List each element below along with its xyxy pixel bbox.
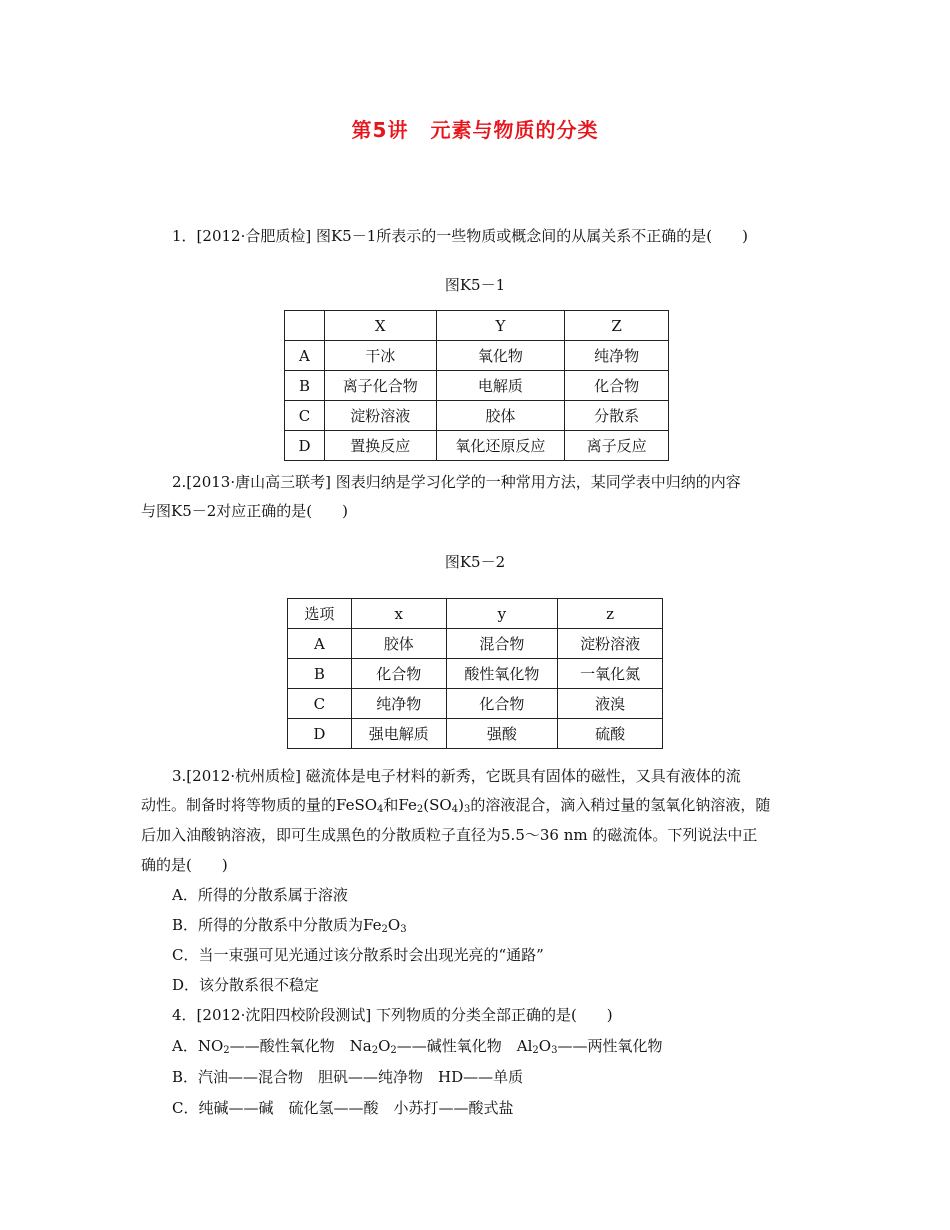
table-cell: A [285,341,325,371]
table-header-cell: 选项 [288,599,352,629]
text-span: O [538,1037,552,1055]
table-cell: 置换反应 [324,431,436,461]
table-cell: 混合物 [446,629,558,659]
table-cell: 离子化合物 [324,371,436,401]
table-cell: D [288,719,352,749]
question-3-stem-line-2 [141,794,821,816]
table-cell: B [285,371,325,401]
table-cell: 离子反应 [565,431,669,461]
table-cell: 胶体 [436,401,565,431]
subscript: 2 [416,804,424,815]
subscript: 2 [371,1045,379,1056]
table-k5-1 [284,310,669,461]
lecture-number: 第5讲 [351,118,409,142]
table-cell: 纯净物 [351,689,446,719]
table-cell: 液溴 [558,689,663,719]
question-2-stem-line-2: 与图K5－2对应正确的是( ) [141,502,348,520]
lecture-topic: 元素与物质的分类 [430,118,599,142]
table-header-row [285,311,669,341]
text-span: A．NO [172,1037,224,1055]
table-cell: 化合物 [446,689,558,719]
table-row [285,401,669,431]
table-cell: B [288,659,352,689]
table-row [288,719,663,749]
figure-caption-k5-1: 图K5－1 [444,276,506,294]
table-header-cell [285,311,325,341]
question-3-option-a: A．所得的分散系属于溶液 [172,886,348,904]
table-cell: A [288,629,352,659]
subscript: 2 [390,1045,397,1056]
text-span: ) [458,796,464,814]
table-header-cell: z [558,599,663,629]
question-1-stem: 1．[2012·合肥质检] 图K5－1所表示的一些物质或概念间的从属关系不正确的是( ) [172,227,748,245]
text-span: (SO [423,796,452,814]
table-row [288,689,663,719]
subscript: 2 [223,1045,230,1056]
subscript: 4 [377,804,384,815]
table-header-cell: x [351,599,446,629]
question-3-option-b [172,914,852,936]
subscript: 2 [381,924,388,935]
table-cell: 一氧化氮 [558,659,663,689]
text-span: O [378,1037,391,1055]
subscript: 2 [532,1045,539,1056]
table-row [285,341,669,371]
text-span: ——碱性氧化物 Al [396,1037,533,1055]
table-cell: D [285,431,325,461]
page-title [0,114,950,143]
table-row [288,629,663,659]
text-span: B．所得的分散系中分散质为Fe [172,916,382,934]
table-cell: C [288,689,352,719]
question-3-stem-line-4: 确的是( ) [141,856,228,874]
question-2-stem-line-1: 2.[2013·唐山高三联考] 图表归纳是学习化学的一种常用方法，某同学表中归纳的内容 [172,473,741,491]
table-cell: 酸性氧化物 [446,659,558,689]
text-span: 的溶液混合，滴入稍过量的氢氧化钠溶液，随 [470,796,771,814]
table-cell: 电解质 [436,371,565,401]
table-cell: 干冰 [324,341,436,371]
table-row [285,371,669,401]
table-cell: 化合物 [565,371,669,401]
question-3-stem-line-3: 后加入油酸钠溶液，即可生成黑色的分散质粒子直径为5.5～36 nm 的磁流体。下列说法中正 [141,826,758,844]
table-cell: 淀粉溶液 [324,401,436,431]
table-header-row [288,599,663,629]
text-span: ——两性氧化物 [557,1037,663,1055]
question-3-option-c: C．当一束强可见光通过该分散系时会出现光亮的“通路” [172,946,544,964]
subscript: 4 [451,804,459,815]
table-header-cell: X [324,311,436,341]
table-cell: 氧化物 [436,341,565,371]
table-cell: C [285,401,325,431]
table-cell: 强酸 [446,719,558,749]
table-header-cell: y [446,599,558,629]
subscript: 3 [463,804,471,815]
table-header-cell: Z [565,311,669,341]
table-cell: 化合物 [351,659,446,689]
text-span: ——酸性氧化物 Na [229,1037,372,1055]
table-cell: 分散系 [565,401,669,431]
question-4-option-b: B．汽油——混合物 胆矾——纯净物 HD——单质 [172,1068,524,1086]
table-cell: 淀粉溶液 [558,629,663,659]
question-4-option-a [172,1035,852,1057]
figure-caption-k5-2: 图K5－2 [444,553,506,571]
table-row [288,659,663,689]
text-span: O [387,916,401,934]
subscript: 3 [400,924,407,935]
subscript: 3 [551,1045,558,1056]
table-cell: 氧化还原反应 [436,431,565,461]
table-k5-2 [287,598,663,749]
text-span: 动性。制备时将等物质的量的FeSO [141,796,378,814]
table-row [285,431,669,461]
table-header-cell: Y [436,311,565,341]
question-3-stem-line-1: 3.[2012·杭州质检] 磁流体是电子材料的新秀，它既具有固体的磁性，又具有液体的流 [172,767,741,785]
table-cell: 强电解质 [351,719,446,749]
table-cell: 胶体 [351,629,446,659]
table-cell: 硫酸 [558,719,663,749]
text-span: 和Fe [383,796,417,814]
question-3-option-d: D．该分散系很不稳定 [172,976,320,994]
question-4-stem: 4．[2012·沈阳四校阶段测试] 下列物质的分类全部正确的是( ) [172,1006,613,1024]
table-cell: 纯净物 [565,341,669,371]
question-4-option-c: C．纯碱——碱 硫化氢——酸 小苏打——酸式盐 [172,1099,514,1117]
